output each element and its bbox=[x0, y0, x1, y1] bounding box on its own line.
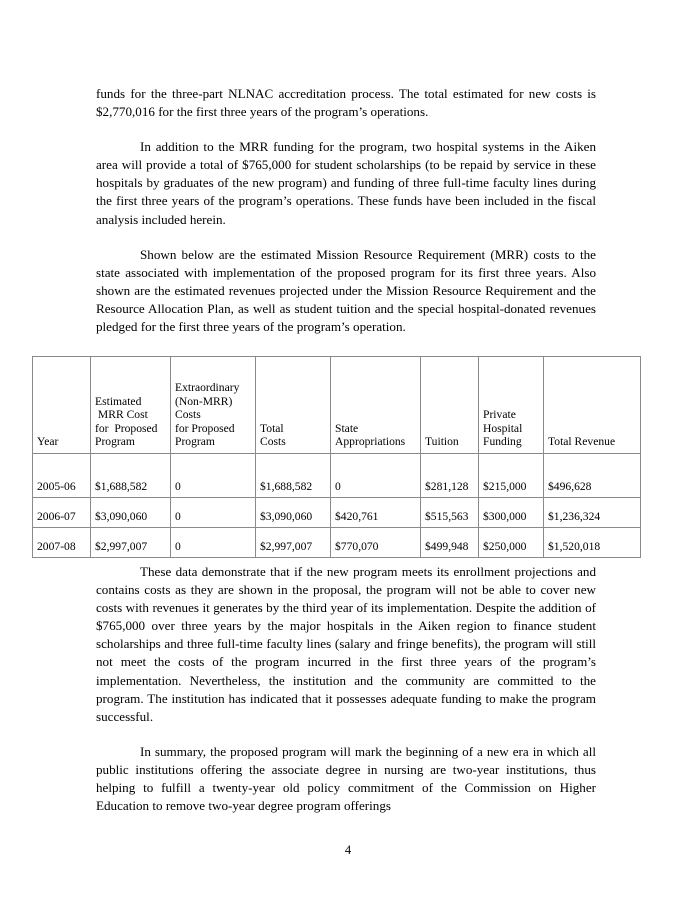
cell-estimated-mrr-cost: $3,090,060 bbox=[91, 498, 171, 528]
cell-total-costs: $1,688,582 bbox=[256, 454, 331, 498]
cell-total-revenue: $1,520,018 bbox=[544, 528, 641, 558]
text-block-above-table bbox=[96, 85, 596, 353]
cell-tuition: $515,563 bbox=[421, 498, 479, 528]
cell-year: 2006-07 bbox=[33, 498, 91, 528]
fiscal-table-container bbox=[32, 356, 640, 558]
paragraph-mrr-funding: In addition to the MRR funding for the program, two hospital systems in the Aiken area will provide a total of $765,000 for student scholarships (to be repaid by service in these hospitals by graduates of the new program) and funding of three full-time faculty lines during the first three years of the program’s operations. These funds have been included in the fiscal analysis included herein. bbox=[96, 139, 596, 227]
cell-tuition: $281,128 bbox=[421, 454, 479, 498]
cell-state-appropriations: 0 bbox=[331, 454, 421, 498]
cell-extraordinary-costs: 0 bbox=[171, 528, 256, 558]
column-header-state-appropriations: State Appropriations bbox=[331, 357, 421, 454]
column-header-year: Year bbox=[33, 357, 91, 454]
cell-extraordinary-costs: 0 bbox=[171, 454, 256, 498]
column-header-private-hospital-funding: Private Hospital Funding bbox=[479, 357, 544, 454]
cell-estimated-mrr-cost: $2,997,007 bbox=[91, 528, 171, 558]
cell-private-hospital-funding: $300,000 bbox=[479, 498, 544, 528]
cell-estimated-mrr-cost: $1,688,582 bbox=[91, 454, 171, 498]
column-header-tuition: Tuition bbox=[421, 357, 479, 454]
cell-private-hospital-funding: $250,000 bbox=[479, 528, 544, 558]
fiscal-table bbox=[32, 356, 641, 558]
paragraph-shown-below: Shown below are the estimated Mission Resource Requirement (MRR) costs to the state associated with implementation of the proposed program for its first three years. Also shown are the estimated revenues projected under the Mission Resource Requirement and the Resource Allocation Plan, as well as student tuition and the special hospital-donated revenues pledged for the first three years of the program’s operation. bbox=[96, 246, 596, 335]
column-header-total-revenue: Total Revenue bbox=[544, 357, 641, 454]
cell-year: 2005-06 bbox=[33, 454, 91, 498]
table-row bbox=[33, 454, 641, 498]
column-header-total-costs: Total Costs bbox=[256, 357, 331, 454]
cell-tuition: $499,948 bbox=[421, 528, 479, 558]
table-header-row bbox=[33, 357, 641, 454]
table-row bbox=[33, 528, 641, 558]
column-header-estimated-mrr-cost: Estimated MRR Cost for Proposed Program bbox=[91, 357, 171, 454]
paragraph-in-summary: In summary, the proposed program will mark the beginning of a new era in which all public institutions offering the associate degree in nursing are two-year institutions, thus helping to fulfill a twenty-year old policy commitment of the Commission on Higher Education to remove two-year degree program offerings bbox=[96, 743, 596, 814]
cell-extraordinary-costs: 0 bbox=[171, 498, 256, 528]
text-block-below-table bbox=[96, 563, 596, 832]
paragraph-funds-nlnac: funds for the three-part NLNAC accreditation process. The total estimated for new costs is $2,770,016 for the first three years of the program’s operations. bbox=[96, 86, 596, 120]
cell-total-costs: $2,997,007 bbox=[256, 528, 331, 558]
cell-total-costs: $3,090,060 bbox=[256, 498, 331, 528]
cell-year: 2007-08 bbox=[33, 528, 91, 558]
cell-state-appropriations: $770,070 bbox=[331, 528, 421, 558]
column-header-extraordinary-costs: Extraordinary (Non-MRR) Costs for Proposed Program bbox=[171, 357, 256, 454]
cell-state-appropriations: $420,761 bbox=[331, 498, 421, 528]
table-row bbox=[33, 498, 641, 528]
cell-total-revenue: $1,236,324 bbox=[544, 498, 641, 528]
cell-private-hospital-funding: $215,000 bbox=[479, 454, 544, 498]
page-number: 4 bbox=[344, 843, 352, 857]
cell-total-revenue: $496,628 bbox=[544, 454, 641, 498]
paragraph-these-data: These data demonstrate that if the new program meets its enrollment projections and contains costs as they are shown in the proposal, the program will not be able to cover new costs with revenues it generates by the third year of its implementation. Despite the addition of $765,000 over three years by the major hospitals in the Aiken region to finance student scholarships and three full-time faculty lines (salary and fringe benefits), the program will still not meet the costs of the program incurred in the first three years of the program’s implementation. Nevertheless, the institution and the community are committed to the program. The institution has indicated that it possesses adequate funding to make the program successful. bbox=[96, 564, 596, 724]
